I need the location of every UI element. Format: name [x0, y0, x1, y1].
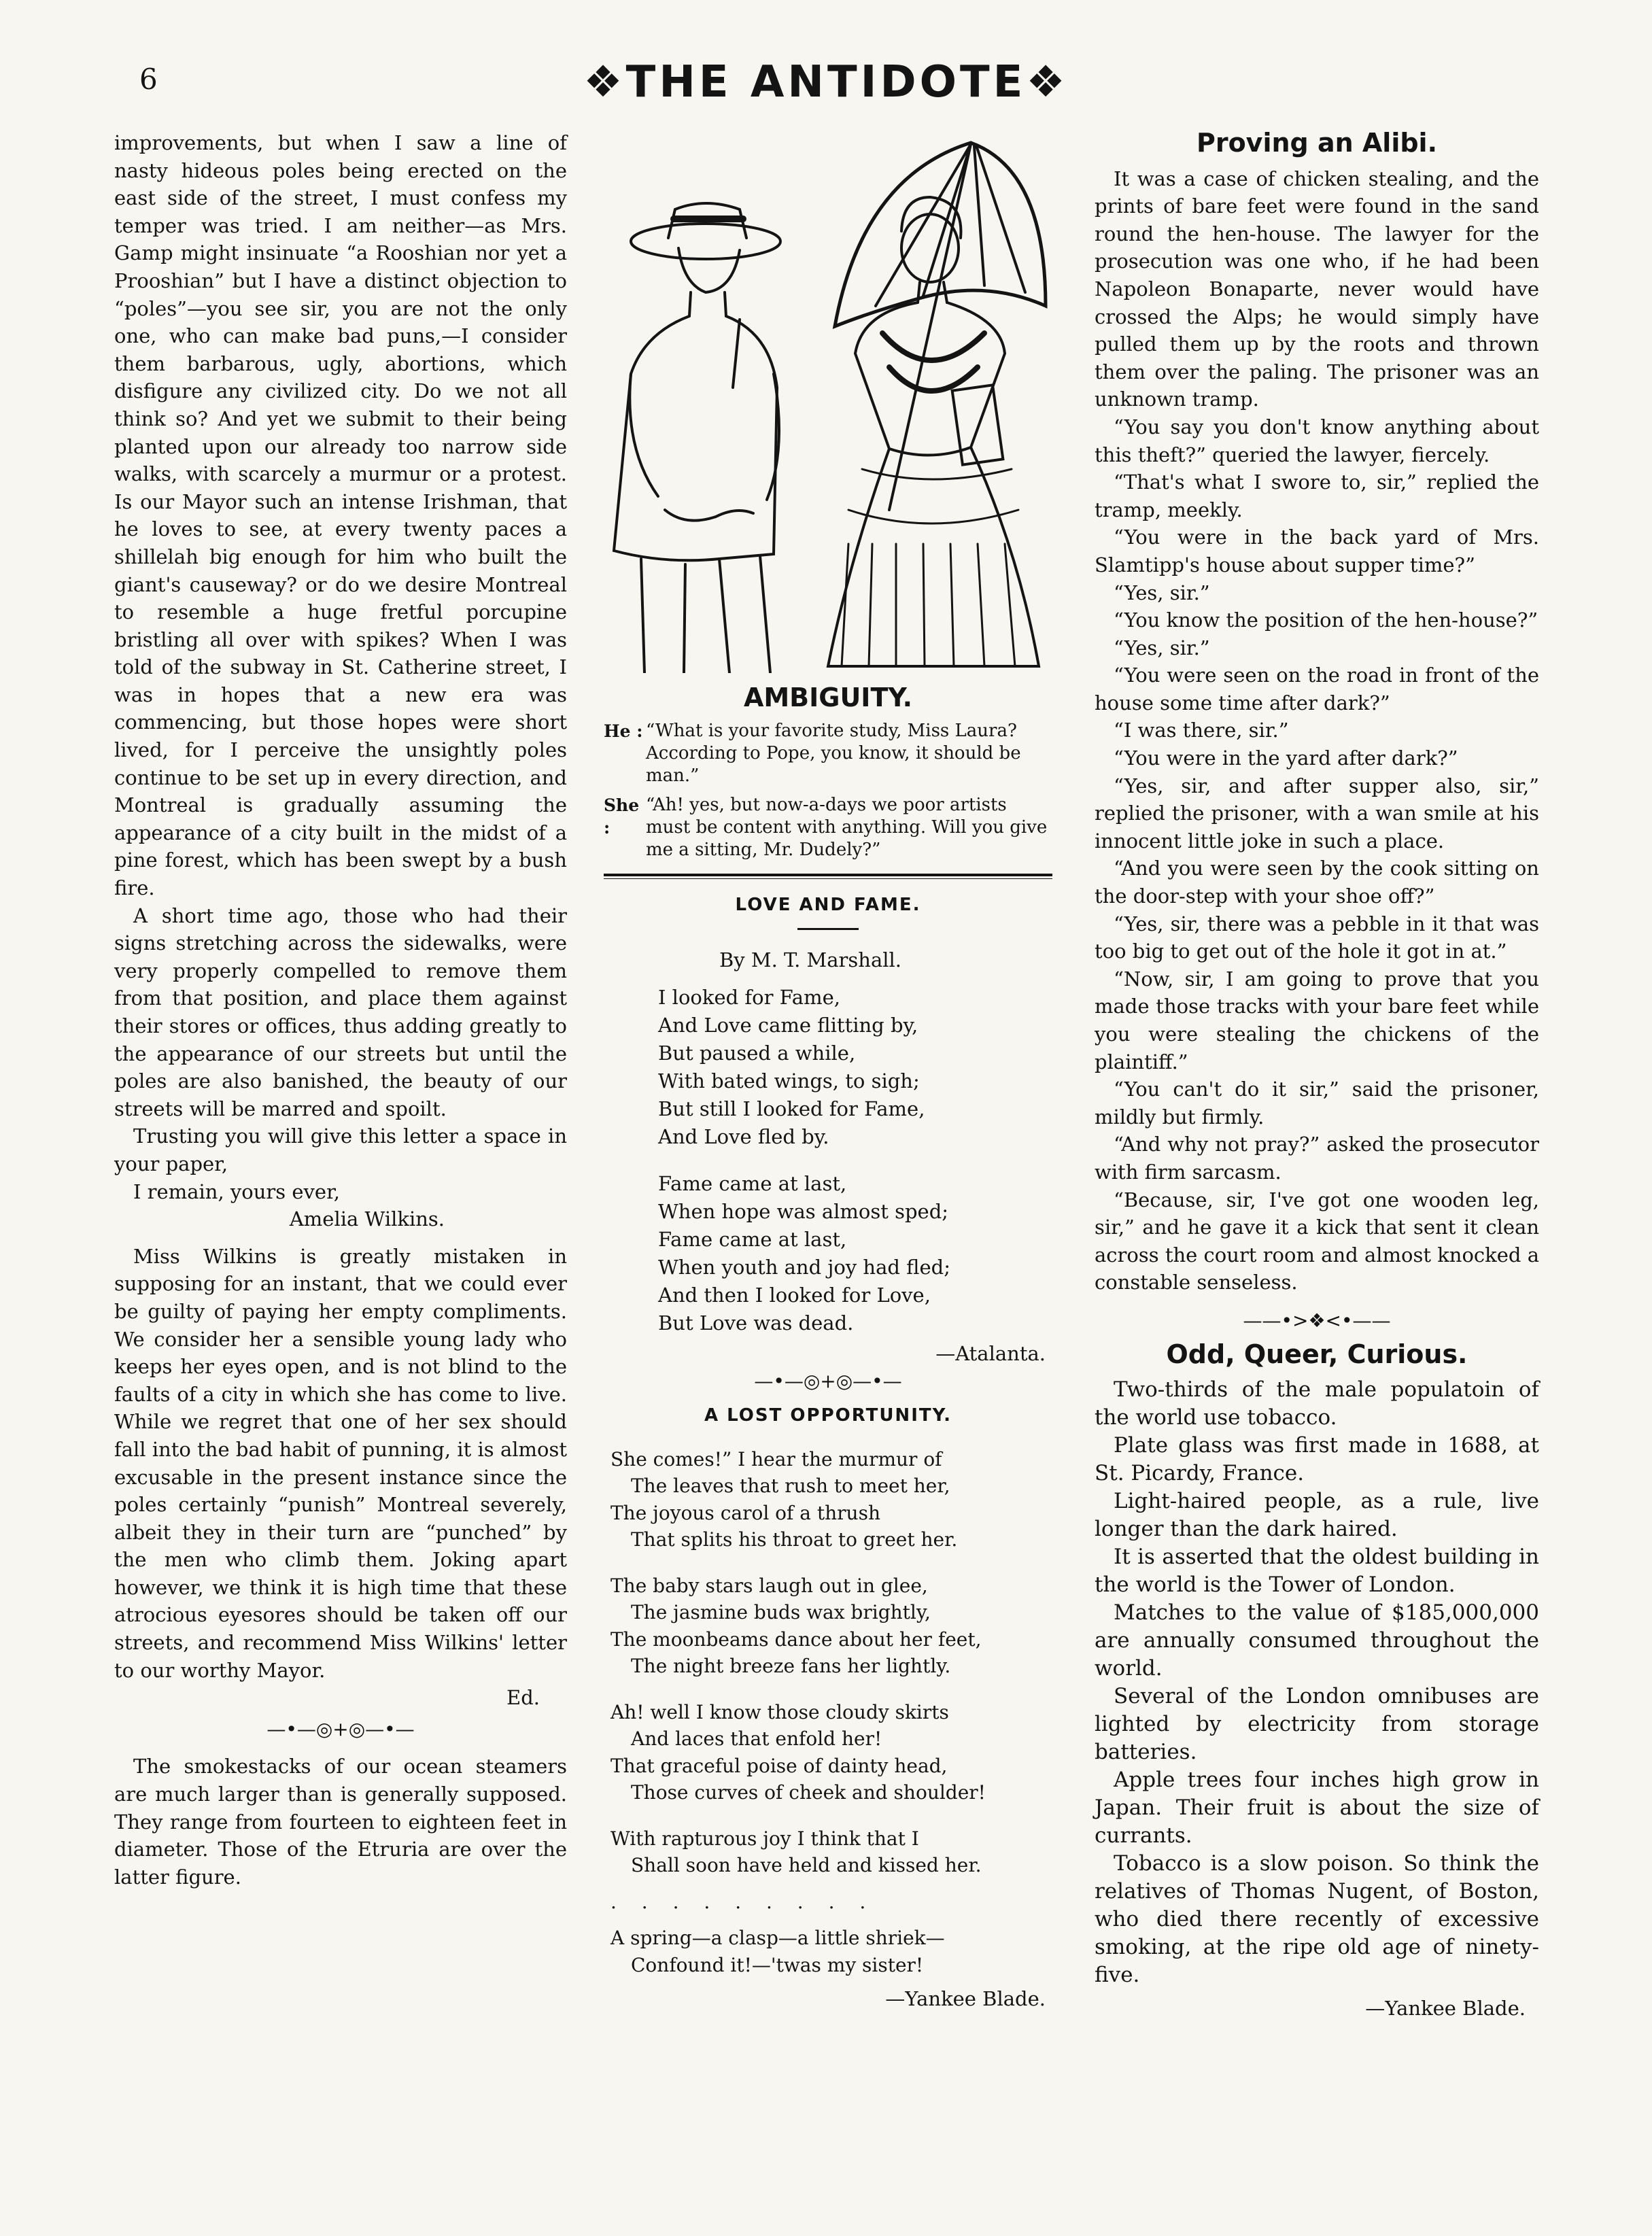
fact-paragraph: Light-haired people, as a rule, live longer than the dark haired.	[1095, 1489, 1539, 1542]
dialogue-text: “Ah! yes, but now-a-days we poor artists must be content with anything. Will you give me a sitting, Mr. Dudely?”	[646, 794, 1048, 860]
poem-line: Confound it!—'twas my sister!	[631, 1953, 924, 1976]
right-column	[1095, 129, 1539, 2023]
poem-line: Ah! well I know those cloudy skirts	[610, 1700, 949, 1723]
poem-line: With bated wings, to sigh;	[658, 1069, 920, 1093]
poem-byline: By M. T. Marshall.	[719, 948, 902, 972]
middle-column	[604, 129, 1052, 2013]
masthead-title: ❖THE ANTIDOTE❖	[583, 57, 1069, 107]
ellipsis-dots: . . . . . . . . .	[610, 1890, 876, 1913]
alibi-story	[1095, 165, 1539, 1296]
section-ornament: ——•>❖<•——	[1243, 1309, 1391, 1332]
fact-paragraph: It is asserted that the oldest building in the world is the Tower of London.	[1095, 1545, 1539, 1598]
story-paragraph: “And you were seen by the cook sitting on the door-step with your shoe off?”	[1095, 857, 1539, 908]
story-paragraph: “You were in the back yard of Mrs. Slamtipp's house about supper time?”	[1095, 526, 1539, 577]
poem-lost-opportunity	[604, 1446, 1052, 1979]
fact-paragraph: Matches to the value of $185,000,000 are annually consumed throughout the world.	[1095, 1600, 1539, 1681]
fact-paragraph: Tobacco is a slow poison. So think the relatives of Thomas Nugent, of Boston, who died there recently of excessive smoking, at the ripe old age of ninety-five.	[1095, 1851, 1539, 1988]
story-paragraph: “Yes, sir.”	[1114, 636, 1210, 659]
poem-line: With rapturous joy I think that I	[610, 1827, 919, 1850]
poem-line: When youth and joy had fled;	[658, 1256, 951, 1279]
poem-line: The moonbeams dance about her feet,	[610, 1628, 982, 1651]
poem-line: The leaves that rush to meet her,	[631, 1475, 950, 1498]
section-ornament: —•—◎+◎—•—	[754, 1369, 902, 1392]
dialogue-speaker: She :	[604, 795, 640, 838]
poem-title: A LOST OPPORTUNITY.	[704, 1405, 952, 1426]
dialogue-line	[604, 794, 1052, 861]
poem-title: LOVE AND FAME.	[735, 894, 921, 915]
poem-line: The jasmine buds wax brightly,	[631, 1601, 931, 1624]
left-column	[114, 129, 567, 1891]
editor-signature: Ed.	[506, 1686, 540, 1710]
poem-line: And Love came flitting by,	[658, 1014, 918, 1037]
ambiguity-cartoon	[604, 129, 1052, 673]
poem-line: Fame came at last,	[658, 1228, 847, 1252]
poem-line: But paused a while,	[658, 1042, 856, 1065]
letter-signature: Amelia Wilkins.	[289, 1207, 445, 1231]
story-paragraph: “You were in the yard after dark?”	[1114, 746, 1458, 770]
poem-love-and-fame	[604, 946, 1052, 1337]
poem-line: Those curves of cheek and shoulder!	[631, 1781, 986, 1804]
poem-stanza	[610, 1699, 1052, 1806]
poem-line: Shall soon have held and kissed her.	[631, 1854, 982, 1877]
story-paragraph: “Yes, sir, and after supper also, sir,” replied the prisoner, with a wan smile at his innocent little joke in such a place.	[1095, 774, 1539, 853]
title-rule	[797, 928, 859, 930]
boater-hat-icon	[631, 224, 780, 259]
dialogue-speaker: He :	[604, 721, 643, 741]
poem-line: But still I looked for Fame,	[658, 1097, 925, 1121]
story-paragraph: “Because, sir, I've got one wooden leg, sir,” and he gave it a kick that sent it clean across the court room and almost knocked a constable senseless.	[1095, 1188, 1539, 1294]
poem-line: That splits his throat to greet her.	[631, 1528, 958, 1551]
poem-line: I looked for Fame,	[658, 986, 840, 1010]
fact-paragraph: Apple trees four inches high grow in Japan. Their fruit is about the size of currants.	[1095, 1768, 1539, 1848]
poem-line: The baby stars laugh out in glee,	[610, 1574, 928, 1597]
poem-line: Fame came at last,	[658, 1172, 847, 1196]
poem-credit: —Atalanta.	[935, 1342, 1046, 1366]
story-paragraph: “That's what I swore to, sir,” replied the tramp, meekly.	[1095, 470, 1539, 521]
cartoon-illustration	[604, 129, 1052, 673]
poem-stanza	[610, 1825, 1052, 1879]
editor-note: Miss Wilkins is greatly mistaken in supposing for an instant, that we could ever be guilty of paying her empty compliments. We consider her a sensible young lady who keeps her eyes open, and is not blind to the faults of a city in which she has come to live. While we regret that one of her sex should fall into the bad habit of punning, it is almost excusable in the present instance since the poles certainly “punish” Montreal severely, albeit they in their turn are “punched” by the men who climb them. Joking apart however, we think it is high time that these atrocious eyesores should be taken off our streets, and recommend Miss Wilkins' letter to our worthy Mayor.	[114, 1244, 567, 1682]
poem-line: She comes!” I hear the murmur of	[610, 1447, 942, 1470]
story-paragraph: “You were seen on the road in front of the house some time after dark?”	[1095, 664, 1539, 715]
fact-paragraph: Plate glass was first made in 1688, at St. Picardy, France.	[1095, 1433, 1539, 1486]
poem-line: And Love fled by.	[658, 1125, 829, 1149]
section-rule	[604, 874, 1052, 879]
letter-paragraph: A short time ago, those who had their signs stretching across the sidewalks, were very properly compelled to remove them from that position, and place them against their stores or offices, thus adding greatly to the appearance of our streets but until the poles are also banished, the beauty of our streets will be marred and spoilt.	[114, 904, 567, 1120]
poem-line: But Love was dead.	[658, 1311, 854, 1335]
fact-paragraph: Several of the London omnibuses are lighted by electricity from storage batteries.	[1095, 1684, 1539, 1765]
odd-title: Odd, Queer, Curious.	[1166, 1339, 1468, 1369]
story-paragraph: “And why not pray?” asked the prosecutor with firm sarcasm.	[1095, 1133, 1539, 1184]
story-paragraph: “You know the position of the hen-house?”	[1114, 608, 1538, 632]
smokestacks-paragraph: The smokestacks of our ocean steamers are much larger than is generally supposed. They range from fourteen to eighteen feet in diameter. Those of the Etruria are over the latter figure.	[114, 1755, 567, 1889]
poem-line: And laces that enfold her!	[631, 1727, 882, 1751]
story-paragraph: “Yes, sir.”	[1114, 581, 1210, 604]
poem-stanza	[610, 1446, 1052, 1553]
letter-paragraph: improvements, but when I saw a line of nasty hideous poles being erected on the east side of the street, I must confess my temper was tried. I am neither—as Mrs. Gamp might insinuate “a Rooshian nor yet a Prooshian” but I have a distinct objection to “poles”—you see sir, you are not the only one, who can make bad puns,—I consider them barbarous, ugly, abortions, which disfigure any civilized city. Do we not all think so? And yet we submit to their being planted upon our already too narrow side walks, with scarcely a murmur or a protest. Is our Mayor such an intense Irishman, that he loves to see, at every twenty paces a shillelah big enough for him who built the giant's causeway? or do we desire Montreal to resemble a huge fretful porcupine bristling all over with spikes? When I was told of the subway in St. Catherine street, I was in hopes that a new era was commencing, but those hopes were short lived, for I perceive the unsightly poles continue to be set up in every direction, and Montreal is gradually assuming the appearance of a city built in the midst of a pine forest, which has been swept by a bush fire.	[114, 131, 567, 900]
letter-paragraph: Trusting you will give this letter a space in your paper,	[114, 1124, 567, 1175]
odd-credit: —Yankee Blade.	[1365, 1997, 1526, 2020]
letter-closing: I remain, yours ever,	[133, 1180, 340, 1203]
cartoon-title: AMBIGUITY.	[743, 683, 913, 712]
dialogue-text: “What is your favorite study, Miss Laura? According to Pope, you know, it should be man.”	[646, 720, 1021, 786]
alibi-title: Proving an Alibi.	[1196, 128, 1438, 158]
poem-stanza	[610, 1572, 1052, 1680]
poem-stanza	[658, 984, 1052, 1151]
poem-line: The joyous carol of a thrush	[610, 1501, 880, 1524]
story-paragraph: “Yes, sir, there was a pebble in it that was too big to get out of the hole it got in at.”	[1095, 912, 1539, 963]
story-paragraph: “Now, sir, I am going to prove that you made those tracks with your bare feet while you were stealing the chickens of the plaintiff.”	[1095, 967, 1539, 1073]
page-number: 6	[139, 63, 158, 96]
odd-facts	[1095, 1376, 1539, 1989]
poem-line: The night breeze fans her lightly.	[631, 1655, 951, 1678]
poem-stanza	[658, 1170, 1052, 1337]
poem-line: And then I looked for Love,	[658, 1284, 931, 1307]
story-paragraph: “You say you don't know anything about this theft?” queried the lawyer, fiercely.	[1095, 415, 1539, 466]
story-paragraph: “You can't do it sir,” said the prisoner, mildly but firmly.	[1095, 1078, 1539, 1129]
dialogue-line	[604, 720, 1052, 787]
story-paragraph: It was a case of chicken stealing, and the prints of bare feet were found in the sand round the hen-house. The lawyer for the prosecution was one who, if he had been Napoleon Bonaparte, never would have crossed the Alps; he would simply have pulled them up by the roots and thrown them over the paling. The prisoner was an unknown tramp.	[1095, 167, 1539, 411]
poem-credit: —Yankee Blade.	[885, 1987, 1046, 2011]
story-paragraph: “I was there, sir.”	[1114, 719, 1289, 742]
poem-line: A spring—a clasp—a little shriek—	[610, 1927, 945, 1950]
section-ornament: —•—◎+◎—•—	[266, 1717, 415, 1740]
poem-line: That graceful poise of dainty head,	[610, 1754, 948, 1777]
poem-line: When hope was almost sped;	[658, 1200, 949, 1224]
fact-paragraph: Two-thirds of the male populatoin of the world use tobacco.	[1095, 1377, 1539, 1430]
